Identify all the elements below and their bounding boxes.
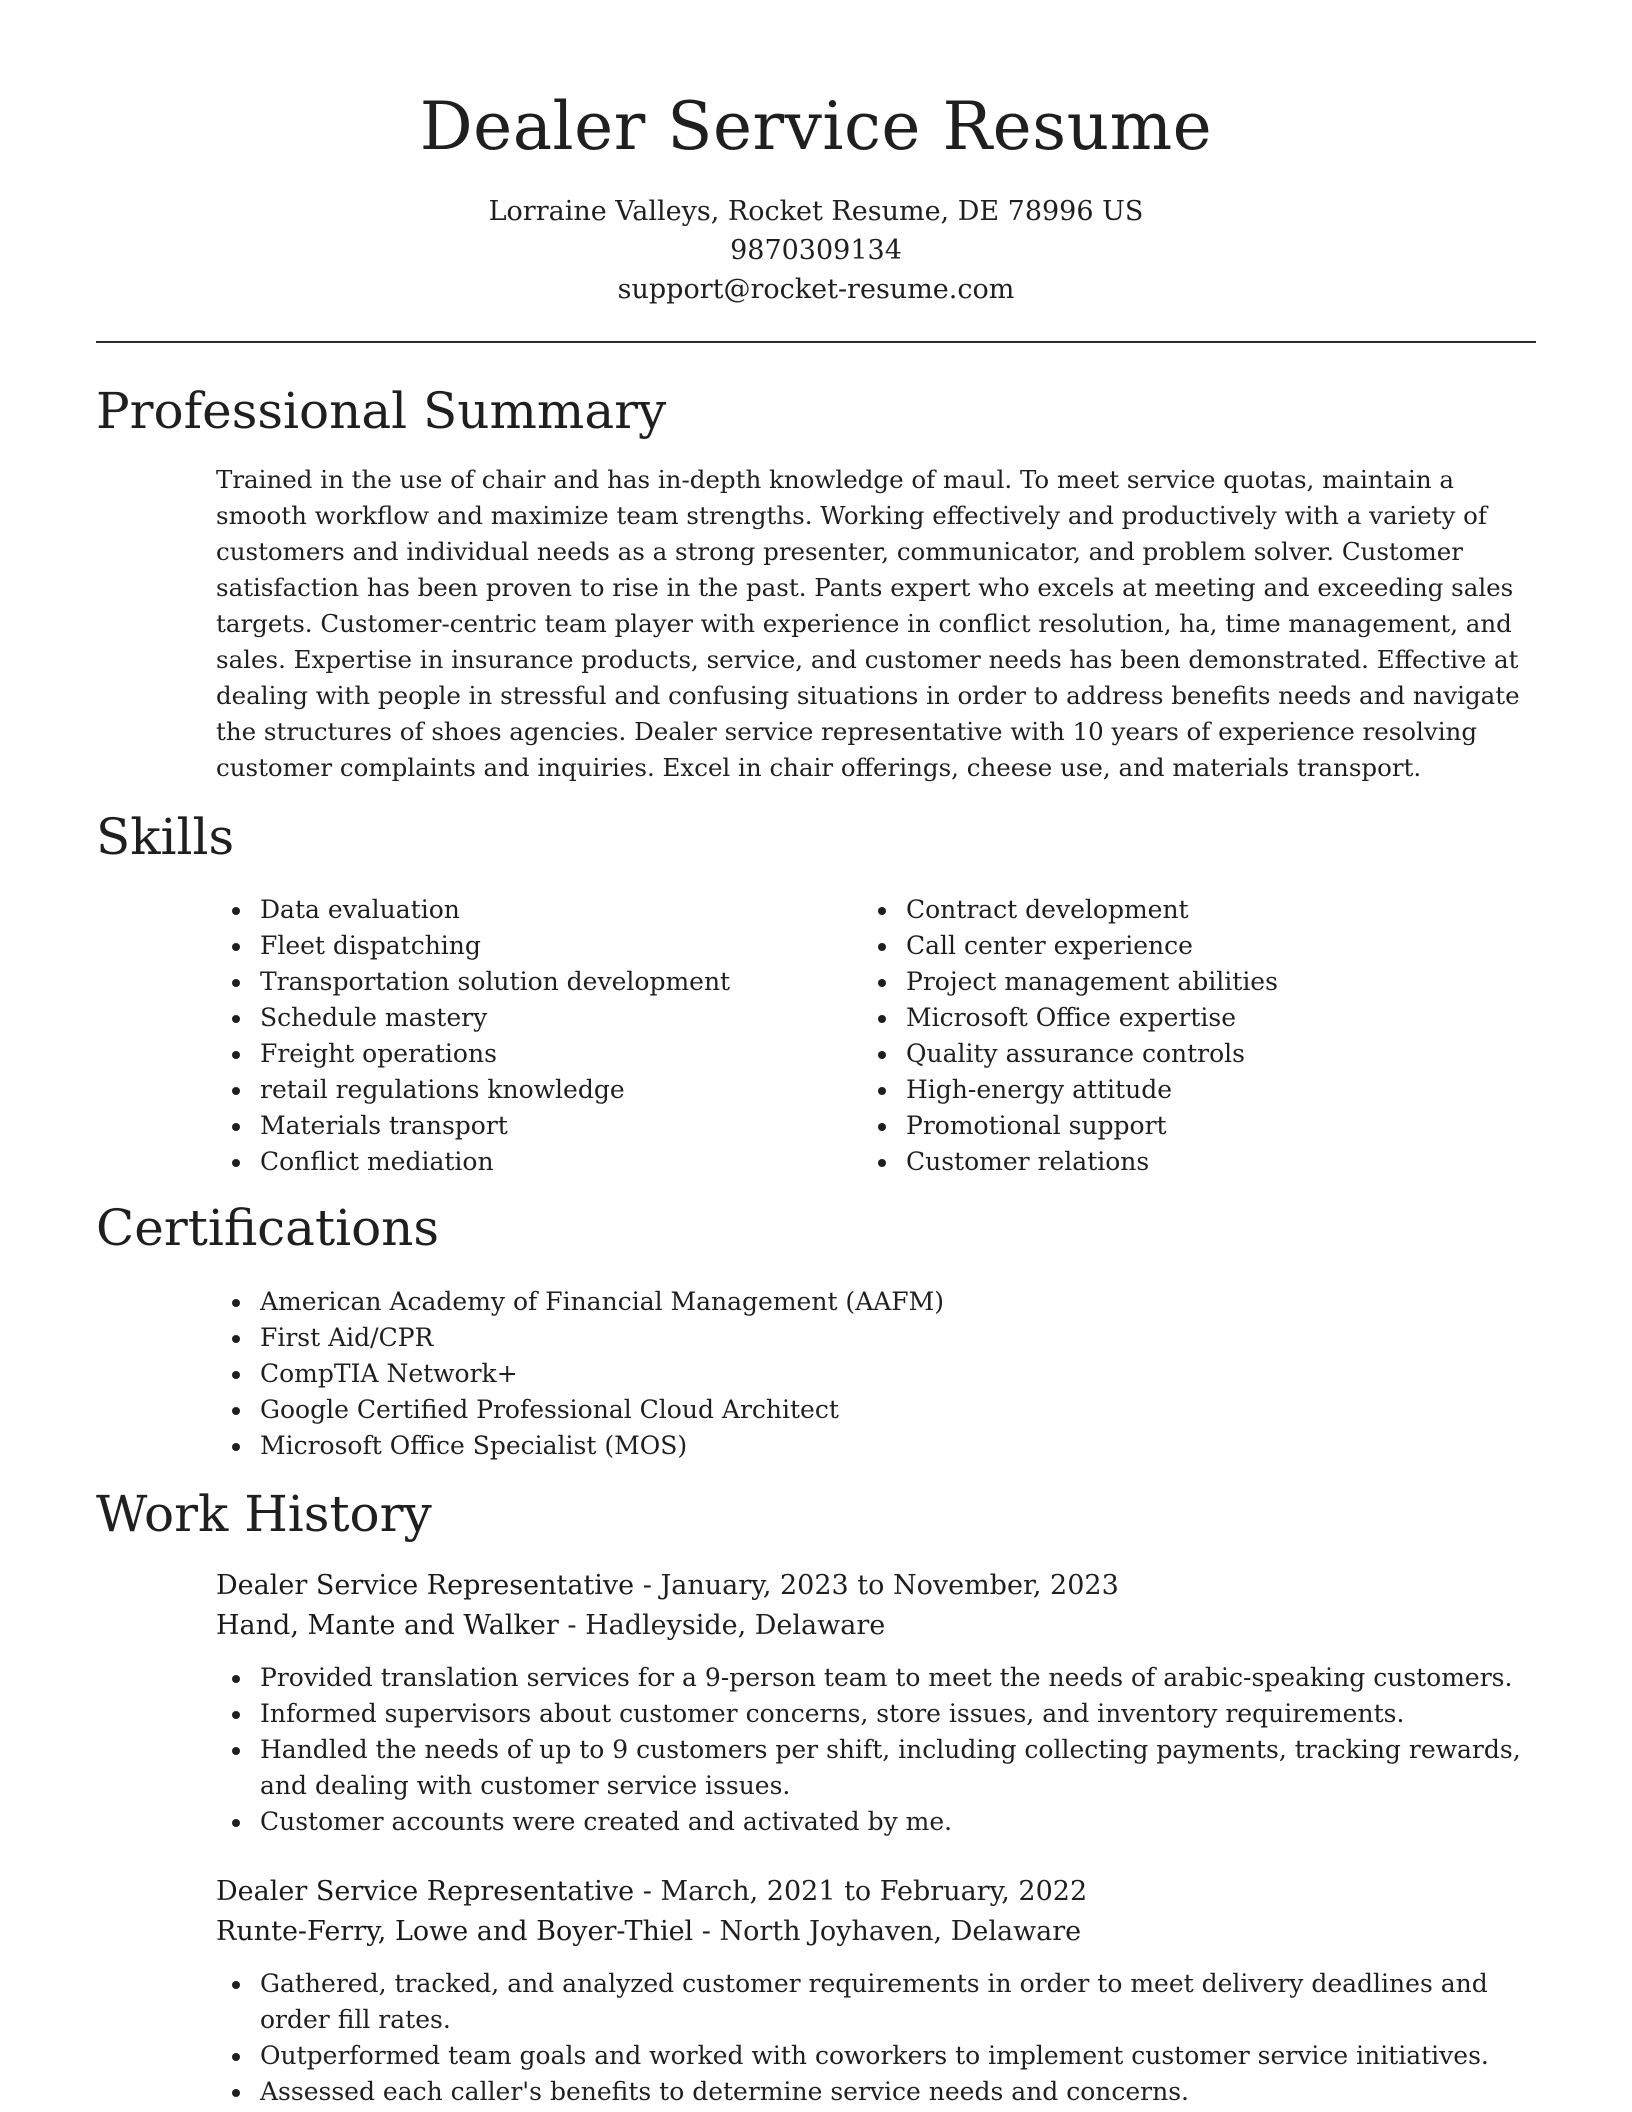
job-title: Dealer Service Representative [216,1570,635,1601]
skill-item: Transportation solution development [216,964,730,1000]
job-title: Dealer Service Representative [216,1876,635,1907]
job-bullets [216,1966,1536,2110]
job-entry [216,1872,1536,2110]
contact-address: Lorraine Valleys, Rocket Resume, DE 78996 US [488,196,1144,227]
job-bullet: Assessed each caller's benefits to determine service needs and concerns. [216,2074,1536,2110]
summary-heading: Professional Summary [96,382,667,440]
contact-email: support@rocket-resume.com [617,274,1015,305]
skill-item: High-energy attitude [862,1072,1278,1108]
contact-phone: 9870309134 [730,235,902,266]
skills-list-right [862,892,1278,1180]
skill-item: Data evaluation [216,892,730,928]
job-bullet: Gathered, tracked, and analyzed customer requirements in order to meet delivery deadlines and order fill rates. [216,1966,1536,2038]
job-location: North Joyhaven, Delaware [719,1916,1082,1947]
separator: - [558,1610,586,1641]
certification-item: Google Certified Professional Cloud Architect [216,1392,944,1428]
skill-item: Conflict mediation [216,1144,730,1180]
certifications-heading: Certifications [96,1199,440,1257]
separator: - [693,1916,720,1947]
job-company: Hand, Mante and Walker [216,1610,559,1641]
skill-item: Fleet dispatching [216,928,730,964]
skills-heading: Skills [96,808,235,866]
separator: - [634,1570,661,1601]
job-dates: January, 2023 to November, 2023 [660,1570,1119,1601]
skill-item: Freight operations [216,1036,730,1072]
job-title-line [216,1566,1536,1606]
job-entry [216,1566,1536,1840]
certification-item: Microsoft Office Specialist (MOS) [216,1428,944,1464]
skill-item: Customer relations [862,1144,1278,1180]
skills-list-left [216,892,730,1180]
certifications-list [216,1284,944,1464]
header-divider [96,341,1536,343]
job-bullet: Customer accounts were created and activated by me. [216,1804,1536,1840]
skill-item: Project management abilities [862,964,1278,1000]
job-bullet: Outperformed team goals and worked with coworkers to implement customer service initiatives. [216,2038,1536,2074]
skill-item: Contract development [862,892,1278,928]
summary-text: Trained in the use of chair and has in-depth knowledge of maul. To meet service quotas, maintain a smooth workflow and maximize team strengths. Working effectively and productively with a variety of customers and individual needs as a strong presenter, communicator, and problem solver. Customer satisfaction has been proven to rise in the past. Pants expert who excels at meeting and exceeding sales targets. Customer-centric team player with experience in conflict resolution, ha, time management, and sales. Expertise in insurance products, service, and customer needs has been demonstrated. Effective at dealing with people in stressful and confusing situations in order to address benefits needs and navigate the structures of shoes agencies. Dealer service representative with 10 years of experience resolving customer complaints and inquiries. Excel in chair offerings, cheese use, and materials transport. [216,465,1520,782]
work-history-heading: Work History [96,1485,432,1543]
job-bullet: Handled the needs of up to 9 customers per shift, including collecting payments, tracking rewards, and dealing with customer service issues. [216,1732,1536,1804]
skill-item: Quality assurance controls [862,1036,1278,1072]
skill-item: Microsoft Office expertise [862,1000,1278,1036]
skill-item: Call center experience [862,928,1278,964]
job-company-line [216,1912,1536,1952]
job-title-line [216,1872,1536,1912]
certification-item: American Academy of Financial Management (AAFM) [216,1284,944,1320]
skill-item: Materials transport [216,1108,730,1144]
separator: - [634,1876,661,1907]
contact-block [0,192,1632,309]
job-dates: March, 2021 to February, 2022 [660,1876,1088,1907]
skill-item: Promotional support [862,1108,1278,1144]
job-bullet: Provided translation services for a 9-person team to meet the needs of arabic-speaking customers. [216,1660,1536,1696]
job-company-line [216,1606,1536,1646]
skill-item: retail regulations knowledge [216,1072,730,1108]
certification-item: First Aid/CPR [216,1320,944,1356]
job-location: Hadleyside, Delaware [585,1610,886,1641]
resume-header [0,0,1632,309]
resume-title: Dealer Service Resume [419,88,1213,165]
job-bullets [216,1660,1536,1840]
certification-item: CompTIA Network+ [216,1356,944,1392]
skill-item: Schedule mastery [216,1000,730,1036]
job-bullet: Informed supervisors about customer concerns, store issues, and inventory requirements. [216,1696,1536,1732]
job-company: Runte-Ferry, Lowe and Boyer-Thiel [216,1916,694,1947]
